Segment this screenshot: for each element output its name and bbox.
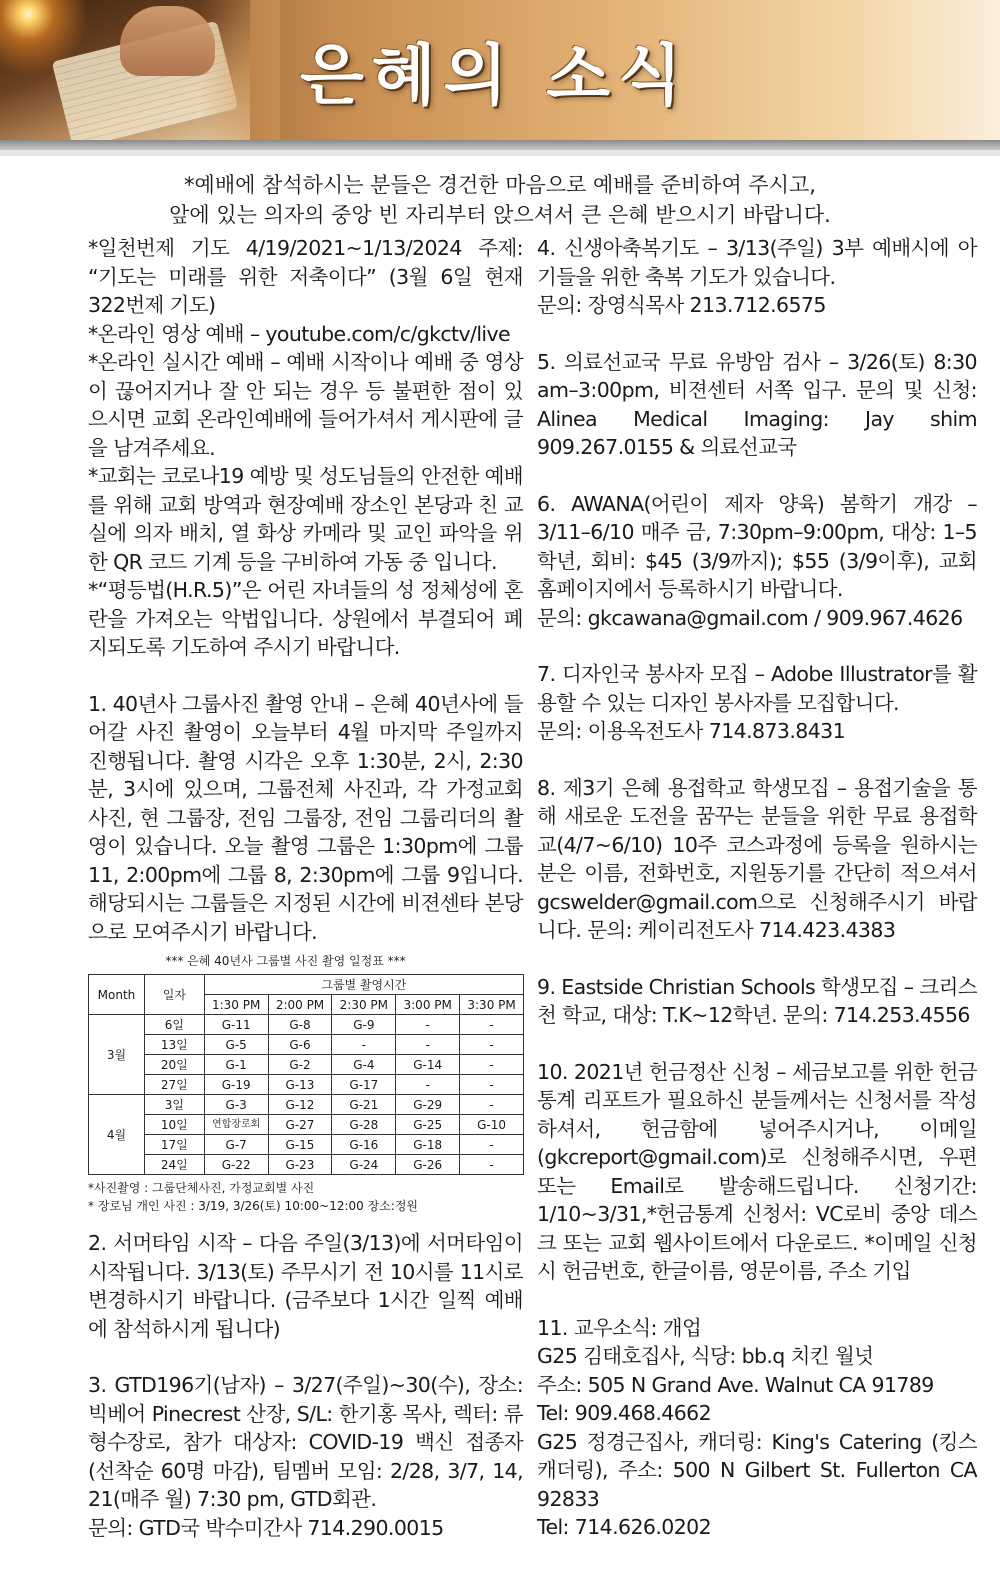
col-group-header: 그룹별 촬영시간 (204, 975, 523, 995)
item-6-contact: 문의: gkcawana@gmail.com / 909.967.4626 (537, 605, 963, 630)
time-header: 2:30 PM (332, 995, 396, 1015)
online-live-notice: *온라인 실시간 예배 – 예배 시작이나 예배 중 영상이 끊어지거나 잘 안 되는 경우 등 불편한 점이 있으시면 교회 온라인예배에 들어가셔서 게시판에 글을 남겨주세요. (88, 350, 523, 460)
month-cell: 4월 (89, 1095, 145, 1175)
time-header: 3:00 PM (396, 995, 460, 1015)
day-cell: 13일 (144, 1035, 204, 1055)
covid-notice: *교회는 코로나19 예방 및 성도님들의 안전한 예배를 위해 교회 방역과 현장예배 장소인 본당과 친 교실에 의자 배치, 열 화상 카메라 및 교인 파악을 위한 QR 코드 기계 등을 구비하여 가동 중 입니다. (88, 464, 523, 574)
item-7-contact: 문의: 이용옥전도사 714.873.8431 (537, 719, 846, 743)
time-header: 3:30 PM (460, 995, 524, 1015)
group-cell: G-3 (204, 1095, 268, 1115)
item-3-gtd: 3. GTD196기(남자) – 3/27(주일)~30(수), 장소: 빅베어 Pinecrest 산장, S/L: 한기홍 목사, 렉터: 류형수장로, 참가 대상자: COVID-19 백신 접종자 (선착순 60명 마감), 팀멤버 모임: 2/28, 3/7, 14, 21(매주 월) 7:30 pm, GTD회관. (88, 1373, 523, 1511)
item-11-business-b: G25 정경근집사, 캐더링: King's Catering (킹스캐더링), 주소: 500 N Gilbert St. Fullerton CA 92833 (537, 1429, 977, 1511)
group-cell: G-9 (332, 1015, 396, 1035)
schedule-title: *** 은혜 40년사 그룹별 사진 촬영 일정표 *** (165, 954, 406, 968)
group-cell: - (396, 1035, 460, 1055)
group-cell: - (460, 1095, 524, 1115)
photo-schedule (88, 952, 523, 1215)
item-11-business-a-tel: Tel: 909.468.4662 (537, 1401, 712, 1425)
group-cell: G-2 (268, 1055, 332, 1075)
header-banner (0, 0, 1000, 140)
group-cell: - (460, 1155, 524, 1175)
group-cell: - (460, 1035, 524, 1055)
item-11-business-a-address: 주소: 505 N Grand Ave. Walnut CA 91789 (537, 1372, 934, 1397)
group-cell: G-1 (204, 1055, 268, 1075)
group-cell: G-16 (332, 1135, 396, 1155)
schedule-note-1: *사진촬영 : 그룹단체사진, 가정교회별 사진 (88, 1181, 315, 1195)
table-row (89, 1135, 524, 1155)
schedule-table (88, 974, 524, 1175)
day-cell: 10일 (144, 1115, 204, 1135)
group-cell: G-5 (204, 1035, 268, 1055)
left-column (88, 234, 523, 1542)
group-cell: G-18 (396, 1135, 460, 1155)
group-cell: G-24 (332, 1155, 396, 1175)
header-rule-light (0, 150, 1000, 156)
group-cell: 연합장로회 (204, 1115, 268, 1135)
right-column (537, 234, 977, 1542)
table-row (89, 1075, 524, 1095)
item-5-medical: 5. 의료선교국 무료 유방암 검사 – 3/26(토) 8:30 am–3:00pm, 비젼센터 서쪽 입구. 문의 및 신청: Alinea Medical Imaging: Jay shim 909.267.0155 & 의료선교국 (537, 349, 977, 459)
col-month-header: Month (89, 975, 145, 1015)
group-cell: - (460, 1015, 524, 1035)
item-2-summer-time: 2. 서머타임 시작 – 다음 주일(3/13)에 서머타임이 시작됩니다. 3/13(토) 주무시기 전 10시를 11시로 변경하시기 바랍니다. (금주보다 1시간 일찍 예배에 참석하시게 됩니다) (88, 1231, 523, 1341)
item-4-baby-blessing: 4. 신생아축복기도 – 3/13(주일) 3부 예배시에 아기들을 위한 축복 기도가 있습니다. (537, 236, 977, 289)
banner-fade (200, 0, 280, 140)
group-cell: G-25 (396, 1115, 460, 1135)
group-cell: G-12 (268, 1095, 332, 1115)
worship-notice (0, 170, 1000, 230)
group-cell: G-21 (332, 1095, 396, 1115)
group-cell: G-19 (204, 1075, 268, 1095)
group-cell: - (460, 1055, 524, 1075)
group-cell: G-29 (396, 1095, 460, 1115)
group-cell: G-22 (204, 1155, 268, 1175)
month-cell: 3월 (89, 1015, 145, 1095)
group-cell: G-4 (332, 1055, 396, 1075)
group-cell: G-13 (268, 1075, 332, 1095)
group-cell: G-15 (268, 1135, 332, 1155)
item-4-contact: 문의: 장영식목사 213.712.6575 (537, 293, 826, 317)
group-cell: G-10 (460, 1115, 524, 1135)
group-cell: - (396, 1015, 460, 1035)
spacer (537, 462, 977, 490)
group-cell: G-27 (268, 1115, 332, 1135)
day-cell: 20일 (144, 1055, 204, 1075)
item-9-eastside: 9. Eastside Christian Schools 학생모집 – 크리스천 학교, 대상: T.K~12학년. 문의: 714.253.4556 (537, 974, 977, 1027)
spacer (537, 632, 977, 660)
table-row (89, 1035, 524, 1055)
table-row (89, 1055, 524, 1075)
item-8-welding: 8. 제3기 은혜 용접학교 학생모집 – 용접기술을 통해 새로운 도전을 꿈꾸는 분들을 위한 무료 용접학교(4/7~6/10) 10주 코스과정에 등록을 원하시는 분은 이름, 전화번호, 지원동기를 간단히 적으셔서 gcswelder@gmail.com으로 신청해주시기 바랍니다. 문의: 케이리전도사 714.423.4383 (537, 775, 977, 942)
table-row (89, 1155, 524, 1175)
day-cell: 24일 (144, 1155, 204, 1175)
notice-line-1: *예배에 참석하시는 분들은 경건한 마음으로 예배를 준비하여 주시고, (184, 173, 816, 197)
notice-line-2: 앞에 있는 의자의 중앙 빈 자리부터 앉으셔서 큰 은혜 받으시기 바랍니다. (169, 203, 831, 227)
item-7-design: 7. 디자인국 봉사자 모집 – Adobe Illustrator를 활용할 수 있는 디자인 봉사자를 모집합니다. (537, 662, 977, 715)
spacer (88, 662, 523, 690)
group-cell: - (460, 1075, 524, 1095)
schedule-note-2: * 장로님 개인 사진 : 3/19, 3/26(토) 10:00~12:00 장소:정원 (88, 1199, 418, 1213)
group-cell: G-28 (332, 1115, 396, 1135)
day-cell: 17일 (144, 1135, 204, 1155)
spacer (88, 1343, 523, 1371)
spacer (537, 945, 977, 973)
item-10-offering: 10. 2021년 헌금정산 신청 – 세금보고를 위한 헌금통계 리포트가 필요하신 분들께서는 신청서를 작성하셔서, 헌금함에 넣어주시거나, 이메일 (gkcreport@gmail.com)로 신청해주시면, 우편 또는 Email로 발송해드립니다. 신청기간: 1/10~3/31,*헌금통계 신청서: VC로비 중앙 데스크 또는 교회 웹사이트에서 다운로드. *이메일 신청시 헌금번호, 한글이름, 영문이름, 주소 기입 (537, 1059, 977, 1283)
group-cell: - (460, 1135, 524, 1155)
item-11-title: 11. 교우소식: 개업 (537, 1315, 702, 1340)
equality-act-notice: *“평등법(H.R.5)”은 어린 자녀들의 성 정체성에 혼란을 가져오는 악법입니다. 상원에서 부결되어 폐지되도록 기도하여 주시기 바랍니다. (88, 578, 523, 659)
table-row (89, 1015, 524, 1035)
spacer (537, 746, 977, 774)
group-cell: - (332, 1035, 396, 1055)
spacer (537, 1286, 977, 1314)
group-cell: G-11 (204, 1015, 268, 1035)
item-3-contact: 문의: GTD국 박수미간사 714.290.0015 (88, 1515, 444, 1540)
group-cell: G-14 (396, 1055, 460, 1075)
group-cell: G-6 (268, 1035, 332, 1055)
item-1-group-photo: 1. 40년사 그룹사진 촬영 안내 – 은혜 40년사에 들어갈 사진 촬영이 오늘부터 4월 마지막 주일까지 진행됩니다. 촬영 시각은 오후 1:30분, 2시, 2:30분, 3시에 있으며, 그룹전체 사진과, 각 가정교회 사진, 현 그룹장, 전임 그룹장, 전임 그룹리더의 촬영이 있습니다. 오늘 촬영 그룹은 1:30pm에 그룹 11, 2:00pm에 그룹 8, 2:30pm에 그룹 9입니다. 해당되시는 그룹들은 지정된 시간에 비젼센타 본당으로 모여주시기 바랍니다. (88, 691, 523, 944)
group-cell: G-8 (268, 1015, 332, 1035)
group-cell: G-7 (204, 1135, 268, 1155)
group-cell: G-26 (396, 1155, 460, 1175)
item-6-awana: 6. AWANA(어린이 제자 양육) 봄학기 개강 – 3/11–6/10 매주 금, 7:30pm–9:00pm, 대상: 1–5학년, 회비: $45 (3/9까지); $55 (3/9이후), 교회 홈페이지에서 등록하시기 바랍니다. (537, 491, 977, 601)
header-rule (0, 140, 1000, 150)
spacer (537, 1030, 977, 1058)
table-row (89, 1095, 524, 1115)
item-11-business-b-tel: Tel: 714.626.0202 (537, 1515, 712, 1539)
prayer-notice: *일천번제 기도 4/19/2021~1/13/2024 주제: “기도는 미래를 위한 저축이다” (3월 6일 현재 322번제 기도) (88, 236, 523, 317)
day-cell: 27일 (144, 1075, 204, 1095)
day-cell: 3일 (144, 1095, 204, 1115)
page-title: 은혜의 소식 (300, 36, 690, 114)
group-cell: - (396, 1075, 460, 1095)
online-video-notice: *온라인 영상 예배 – youtube.com/c/gkctv/live (88, 321, 511, 346)
item-11-business-a-name: G25 김태호집사, 식당: bb.q 치킨 월넛 (537, 1344, 874, 1368)
group-cell: G-17 (332, 1075, 396, 1095)
group-cell: G-23 (268, 1155, 332, 1175)
spacer (537, 320, 977, 348)
time-header: 1:30 PM (204, 995, 268, 1015)
day-cell: 6일 (144, 1015, 204, 1035)
table-row (89, 1115, 524, 1135)
col-day-header: 일자 (144, 975, 204, 1015)
time-header: 2:00 PM (268, 995, 332, 1015)
